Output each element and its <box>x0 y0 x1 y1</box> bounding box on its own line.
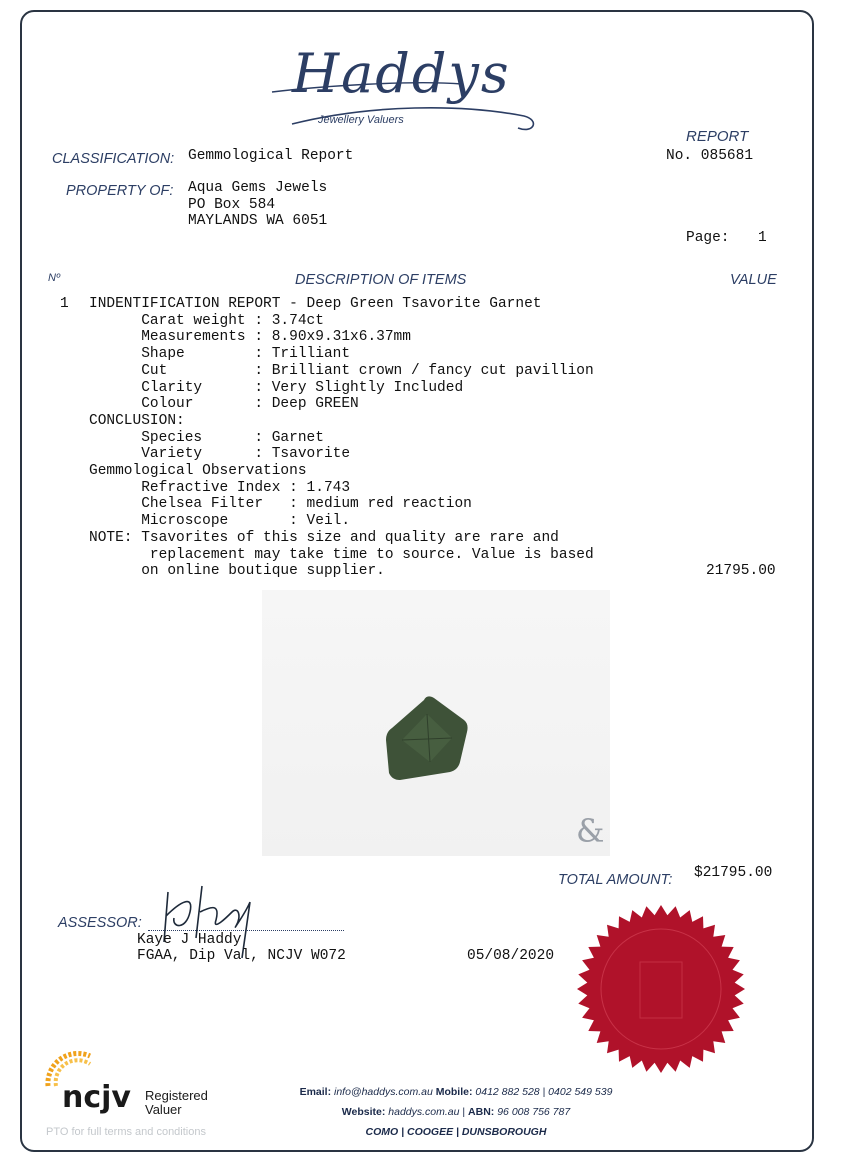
item-value: 21795.00 <box>706 563 776 579</box>
description-header: DESCRIPTION OF ITEMS <box>295 272 467 288</box>
website-value: haddys.com.au <box>388 1106 460 1118</box>
no-header: Nº <box>48 272 60 284</box>
description-line: Gemmological Observations <box>89 463 307 480</box>
contact-line-1 <box>32 1086 848 1098</box>
description-line: replacement may take time to source. Value is based <box>89 546 594 563</box>
item-number: 1 <box>60 296 69 312</box>
total-value: $21795.00 <box>694 865 773 881</box>
assessor-credentials: FGAA, Dip Val, NCJV W072 <box>137 948 346 964</box>
description-line: Colour : Deep GREEN <box>89 396 359 413</box>
description-line: on online boutique supplier. <box>89 563 385 580</box>
page-label: Page: <box>686 230 730 246</box>
address-line: Aqua Gems Jewels <box>188 180 328 196</box>
description-line: Species : Garnet <box>89 429 324 446</box>
property-address <box>188 180 327 230</box>
page-number: 1 <box>758 230 767 246</box>
report-label: REPORT <box>686 128 749 145</box>
red-wax-seal <box>576 904 746 1079</box>
report-date: 05/08/2020 <box>467 948 555 964</box>
contact-line-2: Website: haddys.com.au | ABN: 96 008 756 787 <box>341 1106 571 1118</box>
description-line: Measurements : 8.90x9.31x6.37mm <box>89 329 411 346</box>
gem-photo <box>262 590 610 856</box>
description-line: Carat weight : 3.74ct <box>89 312 324 329</box>
assessor-name: Kaye J Haddy <box>137 932 242 948</box>
description-line: Variety : Tsavorite <box>89 446 351 463</box>
email-label: Email: <box>299 1086 332 1098</box>
classification-value: Gemmological Report <box>188 148 354 164</box>
report-number: No. 085681 <box>666 148 754 164</box>
ncjv-text-2: Valuer <box>145 1102 182 1117</box>
mobile-value: 0412 882 528 | 0402 549 539 <box>475 1086 613 1098</box>
description-line: CONCLUSION: <box>89 412 185 429</box>
description-line: Clarity : Very Slightly Included <box>89 379 464 396</box>
address-line: PO Box 584 <box>188 196 276 213</box>
item-description <box>89 296 594 580</box>
brand-tagline: Jewellery Valuers <box>318 114 404 126</box>
description-line: INDENTIFICATION REPORT - Deep Green Tsavorite Garnet <box>89 296 542 312</box>
address-line: MAYLANDS WA 6051 <box>188 213 328 230</box>
description-line: Cut : Brilliant crown / fancy cut pavillion <box>89 362 594 379</box>
locations: COMO | COOGEE | DUNSBOROUGH <box>365 1126 547 1138</box>
ncjv-wordmark: ncjv <box>62 1080 131 1115</box>
assessor-label: ASSESSOR: <box>58 915 142 931</box>
classification-label: CLASSIFICATION: <box>52 151 175 167</box>
haddys-logo <box>262 40 552 140</box>
value-header: VALUE <box>730 272 777 288</box>
ncjv-text-1: Registered <box>145 1088 208 1103</box>
description-line: Shape : Trilliant <box>89 346 351 363</box>
description-line: NOTE: Tsavorites of this size and quality are rare and <box>89 529 559 546</box>
abn-label: ABN: <box>468 1106 495 1118</box>
website-label: Website: <box>341 1106 386 1118</box>
total-label: TOTAL AMOUNT: <box>558 872 673 888</box>
description-line: Microscope : Veil. <box>89 513 351 530</box>
abn-value: 96 008 756 787 <box>497 1106 571 1118</box>
terms-note: PTO for full terms and conditions <box>46 1126 206 1138</box>
brand-name: Haddys <box>292 42 511 105</box>
ampersand-mark: & <box>576 812 605 850</box>
email-value: info@haddys.com.au <box>334 1086 433 1098</box>
property-label: PROPERTY OF: <box>66 183 174 199</box>
description-line: Chelsea Filter : medium red reaction <box>89 496 472 513</box>
mobile-label: Mobile: <box>435 1086 473 1098</box>
description-line: Refractive Index : 1.743 <box>89 479 351 496</box>
